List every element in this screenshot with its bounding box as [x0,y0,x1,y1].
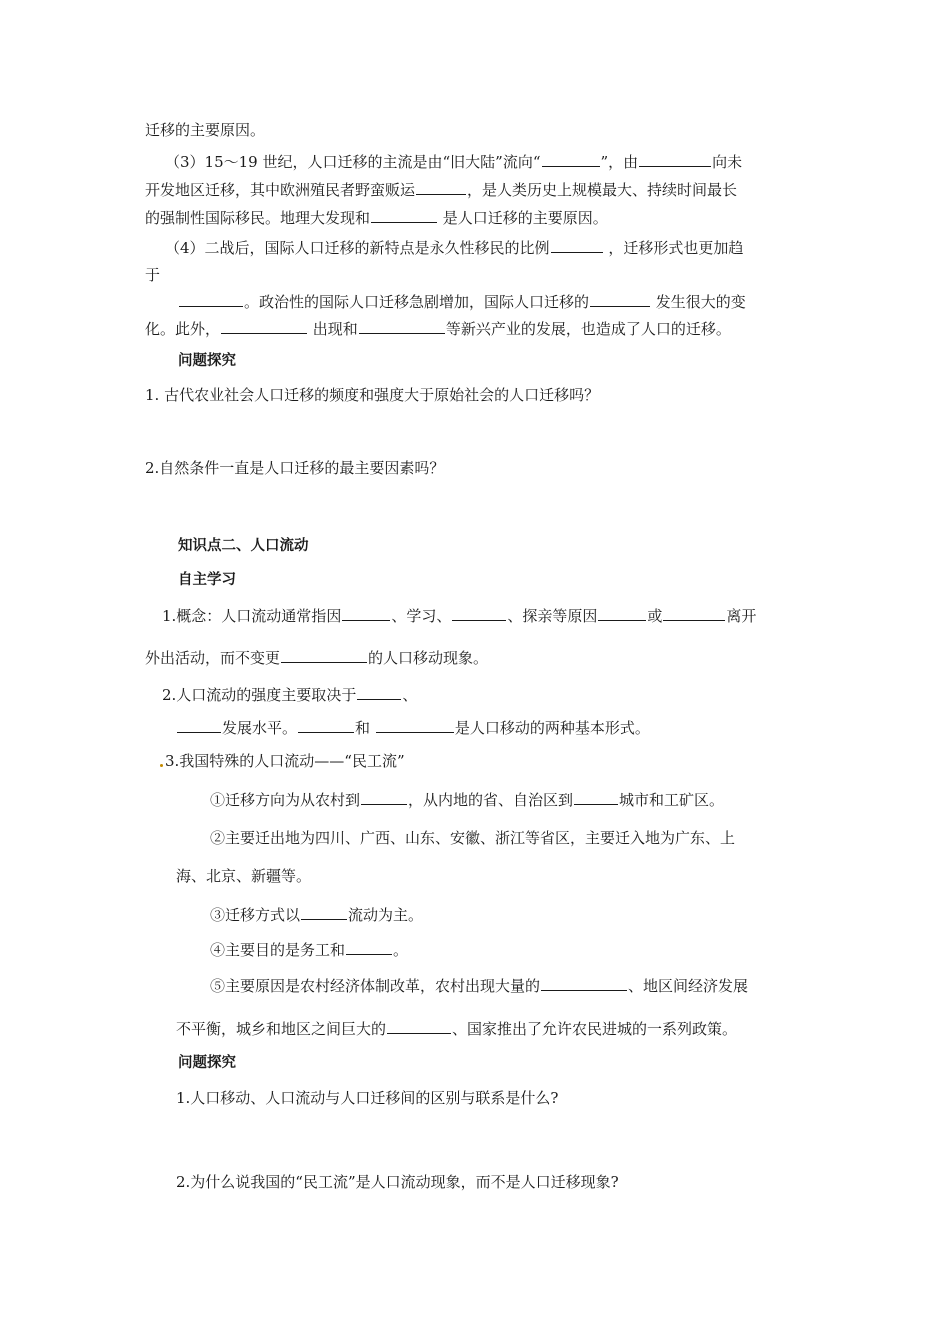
blank[interactable] [574,790,618,805]
question: 2.自然条件一直是人口迁移的最主要因素吗？ [145,459,445,477]
blank[interactable] [452,606,506,621]
text-line: （3）15～19 世纪，人口迁移的主流是由“旧大陆”流向“ ”，由 向未 [165,153,743,171]
section-heading: 问题探究 [178,353,236,369]
question: 2.为什么说我国的“民工流”是人口流动现象，而不是人口迁移现象? [176,1173,619,1191]
text-line: 1.概念：人口流动通常指因 、学习、 、探亲等原因 或 离开 [162,607,757,625]
blank[interactable] [361,790,407,805]
question: 1. 古代农业社会人口迁移的频度和强度大于原始社会的人口迁移吗？ [145,386,600,404]
question: 1.人口移动、人口流动与人口迁移间的区别与联系是什么? [176,1089,559,1107]
text-line: ①迁移方向为从农村到 ，从内地的省、自治区到 城市和工矿区。 [210,791,725,809]
text-line: 开发地区迁移，其中欧洲殖民者野蛮贩运 ，是人类历史上规模最大、持续时间最长 [145,181,738,199]
text-line: 2.人口流动的强度主要取决于 、 [162,686,418,704]
blank[interactable] [376,718,454,733]
text-line: 迁移的主要原因。 [145,121,266,139]
blank[interactable] [281,648,367,663]
blank[interactable] [387,1019,451,1034]
section-heading: 知识点二、人口流动 [178,538,309,554]
text-line: 于 [145,266,161,284]
text-line: ⑤主要原因是农村经济体制改革，农村出现大量的 、地区间经济发展 [210,977,749,995]
blank[interactable] [342,606,390,621]
text-line: 发展水平。 和 是人口移动的两种基本形式。 [176,718,650,738]
blank[interactable] [357,685,401,700]
blank[interactable] [177,718,221,733]
text-line: ④主要目的是务工和 。 [210,941,409,959]
blank[interactable] [542,152,600,167]
blank[interactable] [298,718,354,733]
blank[interactable] [639,152,711,167]
text-line: ③迁移方式以 流动为主。 [210,906,424,924]
text-line: （4）二战后，国际人口迁移的新特点是永久性移民的比例 ，迁移形式也更加趋 [165,239,744,257]
text-line: 不平衡，城乡和地区之间巨大的 、国家推出了允许农民进城的一系列政策。 [176,1020,738,1038]
sub-heading: 自主学习 [178,572,236,588]
blank[interactable] [359,319,445,334]
blank[interactable] [301,905,347,920]
blank[interactable] [416,180,466,195]
text-line: 化。此外， 出现和 等新兴产业的发展，也造成了人口的迁移。 [145,320,731,338]
blank[interactable] [590,292,650,307]
blank[interactable] [551,238,603,253]
anchor-mark [160,764,163,767]
text-line: 外出活动，而不变更 的人口移动现象。 [145,649,489,667]
text-line: 海、北京、新疆等。 [176,867,312,885]
blank[interactable] [541,976,627,991]
blank[interactable] [221,319,307,334]
section-heading: 问题探究 [178,1055,236,1071]
blank[interactable] [179,292,243,307]
blank[interactable] [346,940,392,955]
blank[interactable] [598,606,646,621]
text-line: ②主要迁出地为四川、广西、山东、安徽、浙江等省区，主要迁入地为广东、上 [210,829,736,847]
text-line: 的强制性国际移民。地理大发现和 是人口迁移的主要原因。 [145,209,608,227]
blank[interactable] [371,208,437,223]
text-line: 。政治性的国际人口迁移急剧增加，国际人口迁移的 发生很大的变 [178,292,746,312]
text-line: 3.我国特殊的人口流动——“民工流” [165,752,405,770]
blank[interactable] [663,606,725,621]
